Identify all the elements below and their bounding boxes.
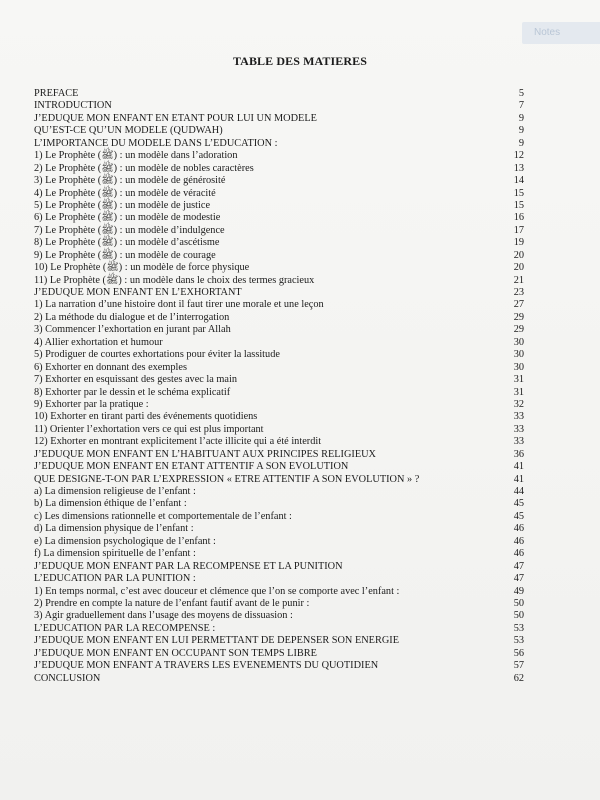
table-of-contents xyxy=(34,88,524,685)
toc-entry-title: 3) Agir graduellement dans l’usage des moyens de dissuasion : xyxy=(34,610,293,622)
toc-entry xyxy=(34,262,524,274)
toc-entry-title: 11) Le Prophète (ﷺ) : un modèle dans le choix des termes gracieux xyxy=(34,274,315,286)
toc-entry-title: 9) Exhorter par la pratique : xyxy=(34,398,149,410)
toc-entry-page: 62 xyxy=(513,672,524,684)
toc-entry-page: 45 xyxy=(513,498,524,510)
toc-entry-title: 12) Exhorter en montrant explicitement l’acte illicite qui a été interdit xyxy=(34,436,322,448)
toc-entry xyxy=(34,100,524,112)
toc-entry-title: J’EDUQUE MON ENFANT EN OCCUPANT SON TEMPS LIBRE xyxy=(34,647,317,659)
toc-entry-page: 33 xyxy=(513,436,524,448)
toc-entry-page: 23 xyxy=(513,287,524,298)
toc-entry-page: 41 xyxy=(513,473,524,485)
toc-entry-title: L’EDUCATION PAR LA RECOMPENSE : xyxy=(34,622,216,634)
toc-entry-page: 13 xyxy=(513,162,524,174)
toc-entry-page: 29 xyxy=(513,311,524,323)
toc-entry xyxy=(34,598,524,610)
toc-entry-page: 17 xyxy=(513,224,524,236)
toc-entry-page: 50 xyxy=(513,610,524,622)
toc-entry-title: f) La dimension spirituelle de l’enfant : xyxy=(34,548,196,560)
toc-entry-page: 53 xyxy=(513,622,524,634)
toc-entry-page: 30 xyxy=(513,336,524,348)
toc-entry-page: 9 xyxy=(518,125,524,137)
toc-entry-page: 46 xyxy=(513,523,524,535)
toc-entry-page: 31 xyxy=(513,386,524,398)
toc-entry-title: PREFACE xyxy=(34,88,79,99)
toc-entry-title: 2) La méthode du dialogue et de l’interrogation xyxy=(34,311,230,323)
toc-entry xyxy=(34,312,524,324)
toc-entry xyxy=(34,299,524,311)
toc-entry-title: CONCLUSION xyxy=(34,672,101,684)
toc-entry-page: 12 xyxy=(513,150,524,162)
toc-entry-page: 27 xyxy=(513,299,524,311)
toc-entry-title: J’EDUQUE MON ENFANT EN ETANT POUR LUI UN MODELE xyxy=(34,112,317,124)
toc-entry xyxy=(34,498,524,510)
toc-entry xyxy=(34,573,524,585)
toc-entry-title: J’EDUQUE MON ENFANT EN L’HABITUANT AUX PRINCIPES RELIGIEUX xyxy=(34,448,376,460)
toc-entry-title: 7) Exhorter en esquissant des gestes avec la main xyxy=(34,374,238,386)
toc-entry-page: 49 xyxy=(513,585,524,597)
toc-entry-title: J’EDUQUE MON ENFANT PAR LA RECOMPENSE ET LA PUNITION xyxy=(34,560,343,572)
toc-entry-title: L’EDUCATION PAR LA PUNITION : xyxy=(34,573,196,585)
toc-entry-page: 20 xyxy=(513,249,524,261)
toc-entry xyxy=(34,163,524,175)
toc-entry xyxy=(34,399,524,411)
toc-entry-title: J’EDUQUE MON ENFANT EN L’EXHORTANT xyxy=(34,287,242,298)
toc-entry xyxy=(34,536,524,548)
toc-entry-title: 2) Le Prophète (ﷺ) : un modèle de nobles caractères xyxy=(34,162,254,174)
toc-entry xyxy=(34,349,524,361)
toc-entry-page: 33 xyxy=(513,411,524,423)
toc-entry xyxy=(34,436,524,448)
toc-entry-page: 53 xyxy=(513,635,524,647)
toc-entry-page: 33 xyxy=(513,423,524,435)
toc-entry-page: 47 xyxy=(513,560,524,572)
toc-entry-title: 8) Le Prophète (ﷺ) : un modèle d’ascétisme xyxy=(34,237,220,249)
toc-entry-page: 14 xyxy=(513,175,524,187)
toc-entry-title: QUE DESIGNE-T-ON PAR L’EXPRESSION « ETRE ATTENTIF A SON EVOLUTION » ? xyxy=(34,473,420,485)
toc-entry xyxy=(34,673,524,685)
toc-entry xyxy=(34,275,524,287)
toc-entry xyxy=(34,461,524,473)
toc-entry xyxy=(34,150,524,162)
toc-entry xyxy=(34,324,524,336)
toc-entry xyxy=(34,212,524,224)
toc-entry xyxy=(34,586,524,598)
toc-entry xyxy=(34,511,524,523)
toc-entry-title: 9) Le Prophète (ﷺ) : un modèle de courage xyxy=(34,249,216,261)
toc-entry-page: 45 xyxy=(513,510,524,522)
toc-entry-page: 30 xyxy=(513,349,524,361)
toc-entry xyxy=(34,449,524,461)
toc-entry xyxy=(34,610,524,622)
toc-entry-title: a) La dimension religieuse de l’enfant : xyxy=(34,486,196,497)
toc-entry-page: 30 xyxy=(513,361,524,373)
toc-entry-title: 1) En temps normal, c’est avec douceur et clémence que l’on se comporte avec l’enfant : xyxy=(34,585,400,597)
toc-entry xyxy=(34,200,524,212)
page-title: TABLE DES MATIERES xyxy=(232,54,368,68)
toc-entry-title: 1) Le Prophète (ﷺ) : un modèle dans l’adoration xyxy=(34,150,238,162)
toc-entry-title: 10) Le Prophète (ﷺ) : un modèle de force physique xyxy=(34,262,250,274)
toc-entry xyxy=(34,548,524,560)
toc-entry-page: 57 xyxy=(513,660,524,672)
corner-tab-label: Notes xyxy=(522,22,600,44)
toc-entry-title: QU’EST-CE QU’UN MODELE (QUDWAH) xyxy=(34,125,223,137)
toc-entry-title: 4) Allier exhortation et humour xyxy=(34,336,163,348)
toc-entry-title: 10) Exhorter en tirant parti des événements quotidiens xyxy=(34,411,258,423)
toc-entry xyxy=(34,635,524,647)
toc-entry-title: 2) Prendre en compte la nature de l’enfant fautif avant de le punir : xyxy=(34,597,310,609)
toc-entry-page: 7 xyxy=(518,100,524,112)
toc-entry xyxy=(34,88,524,100)
toc-entry xyxy=(34,523,524,535)
toc-entry xyxy=(34,648,524,660)
toc-entry xyxy=(34,138,524,150)
toc-entry xyxy=(34,287,524,299)
toc-entry xyxy=(34,424,524,436)
toc-entry-page: 36 xyxy=(513,448,524,460)
toc-entry xyxy=(34,660,524,672)
toc-entry-page: 47 xyxy=(513,573,524,585)
toc-entry-title: d) La dimension physique de l’enfant : xyxy=(34,523,194,535)
toc-entry xyxy=(34,486,524,498)
toc-entry-title: 6) Exhorter en donnant des exemples xyxy=(34,361,187,373)
toc-entry-title: L’IMPORTANCE DU MODELE DANS L’EDUCATION : xyxy=(34,137,278,149)
toc-entry xyxy=(34,237,524,249)
toc-entry-title: 3) Commencer l’exhortation en jurant par Allah xyxy=(34,324,231,336)
toc-entry-page: 46 xyxy=(513,548,524,560)
toc-entry xyxy=(34,113,524,125)
toc-entry-title: 1) La narration d’une histoire dont il faut tirer une morale et une leçon xyxy=(34,299,324,311)
toc-entry-title: J’EDUQUE MON ENFANT EN LUI PERMETTANT DE DEPENSER SON ENERGIE xyxy=(34,635,399,647)
toc-entry-title: 4) Le Prophète (ﷺ) : un modèle de véracité xyxy=(34,187,216,199)
toc-entry-title: 6) Le Prophète (ﷺ) : un modèle de modestie xyxy=(34,212,221,224)
toc-entry-title: 8) Exhorter par le dessin et le schéma explicatif xyxy=(34,386,231,398)
toc-entry-page: 44 xyxy=(513,486,524,497)
toc-entry xyxy=(34,225,524,237)
toc-entry-page: 19 xyxy=(513,237,524,249)
toc-entry xyxy=(34,188,524,200)
toc-entry-page: 50 xyxy=(513,597,524,609)
toc-entry-title: b) La dimension éthique de l’enfant : xyxy=(34,498,187,510)
toc-entry-title: 7) Le Prophète (ﷺ) : un modèle d’indulgence xyxy=(34,224,225,236)
toc-entry xyxy=(34,337,524,349)
toc-entry-page: 46 xyxy=(513,535,524,547)
toc-entry-title: J’EDUQUE MON ENFANT EN ETANT ATTENTIF A SON EVOLUTION xyxy=(34,461,349,473)
toc-entry xyxy=(34,387,524,399)
toc-entry xyxy=(34,623,524,635)
toc-entry xyxy=(34,175,524,187)
toc-entry-page: 41 xyxy=(513,461,524,473)
toc-entry-page: 20 xyxy=(513,262,524,274)
toc-entry-page: 56 xyxy=(513,647,524,659)
toc-entry xyxy=(34,362,524,374)
toc-entry-page: 16 xyxy=(513,212,524,224)
toc-entry-page: 15 xyxy=(513,199,524,211)
toc-entry-page: 21 xyxy=(513,274,524,286)
toc-entry-title: INTRODUCTION xyxy=(34,100,112,112)
toc-entry-page: 5 xyxy=(518,88,524,99)
toc-entry-title: 11) Orienter l’exhortation vers ce qui est plus important xyxy=(34,423,264,435)
toc-entry-title: c) Les dimensions rationnelle et comportementale de l’enfant : xyxy=(34,510,292,522)
toc-entry-page: 31 xyxy=(513,374,524,386)
toc-entry-title: J’EDUQUE MON ENFANT A TRAVERS LES EVENEMENTS DU QUOTIDIEN xyxy=(34,660,379,672)
toc-entry-title: 3) Le Prophète (ﷺ) : un modèle de générosité xyxy=(34,175,226,187)
toc-entry xyxy=(34,561,524,573)
toc-entry-page: 9 xyxy=(518,137,524,149)
toc-entry xyxy=(34,374,524,386)
toc-entry xyxy=(34,411,524,423)
toc-entry-title: 5) Prodiguer de courtes exhortations pour éviter la lassitude xyxy=(34,349,280,361)
toc-entry xyxy=(34,125,524,137)
toc-entry-page: 32 xyxy=(513,398,524,410)
toc-entry-title: 5) Le Prophète (ﷺ) : un modèle de justice xyxy=(34,199,211,211)
toc-entry xyxy=(34,474,524,486)
toc-entry xyxy=(34,250,524,262)
toc-entry-page: 29 xyxy=(513,324,524,336)
toc-entry-page: 9 xyxy=(518,112,524,124)
toc-entry-page: 15 xyxy=(513,187,524,199)
toc-entry-title: e) La dimension psychologique de l’enfant : xyxy=(34,535,216,547)
